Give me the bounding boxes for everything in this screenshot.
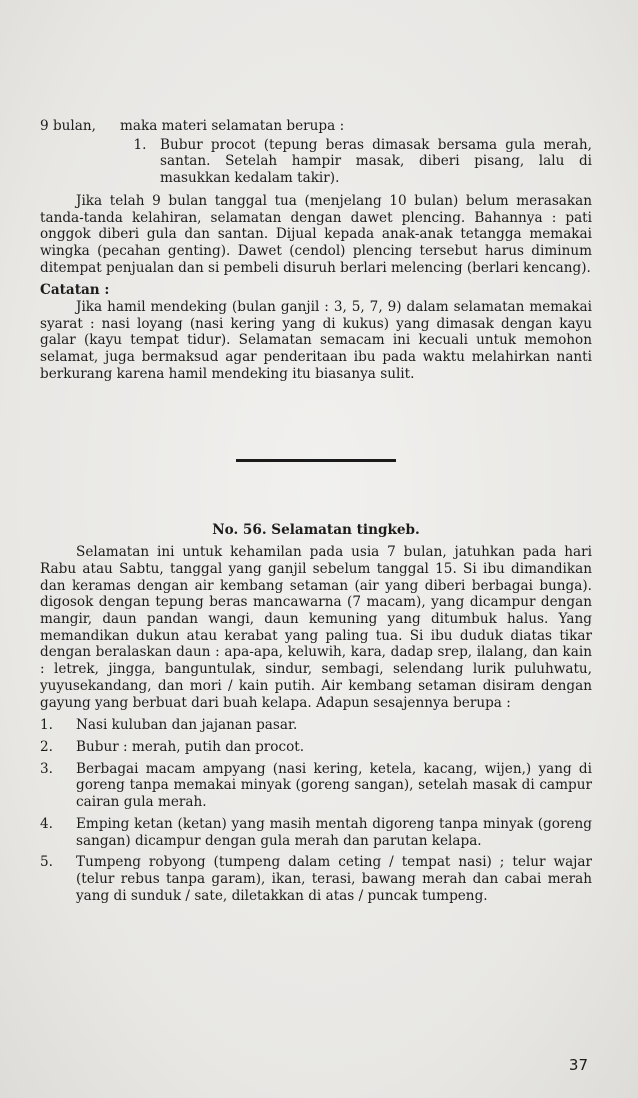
list-item-text: Berbagai macam ampyang (nasi kering, ketela, kacang, wijen,) yang di goreng tanpa memakai minyak (goreng sangan), setelah masak di campur cairan gula merah.	[76, 760, 592, 811]
offering-list	[40, 717, 592, 904]
list-item	[40, 816, 592, 849]
section-text: Selamatan ini untuk kehamilan pada usia 7 bulan, jatuhkan pada hari Rabu atau Sabtu, tanggal yang ganjil sebelum tanggal 15. Si ibu dimandikan dan keramas dengan air kembang setaman (air yang diberi berbagai bunga). digosok dengan tepung beras mancawarna (7 macam), yang dicampur dengan mangir, daun pandan wangi, daun kemuning yang ditumbuk halus. Yang memandikan dukun atau kerabat yang paling tua. Si ibu duduk diatas tikar dengan beralaskan daun : apa-apa, keluwih, kara, dadap srep, ilalang, dan kain : letrek, jingga, banguntulak, sindur, sembagi, selendang lurik puluhwatu, yuyusekandang, dan mori / kain putih. Air kembang setaman disiram dengan gayung yang berbuat dari buah kelapa. Adapun sesajennya berupa :	[40, 544, 592, 711]
list-item-number: 1.	[40, 717, 53, 734]
intro-sub-item	[120, 137, 592, 187]
page-content	[40, 118, 592, 904]
section-title: No. 56. Selamatan tingkeb.	[212, 521, 420, 538]
list-item-number: 4.	[40, 815, 53, 832]
list-item-text: Bubur : merah, putih dan procot.	[76, 738, 305, 755]
list-item	[40, 739, 592, 756]
intro-label: 9 bulan,	[40, 118, 96, 134]
intro-line	[40, 118, 592, 135]
catatan-heading: Catatan :	[40, 282, 110, 299]
list-item	[40, 854, 592, 904]
page-number: 37	[568, 1056, 588, 1074]
list-item-number: 5.	[40, 854, 53, 871]
list-item	[40, 761, 592, 811]
list-item-text: Nasi kuluban dan jajanan pasar.	[76, 717, 298, 734]
list-item-text: Tumpeng robyong (tumpeng dalam ceting / tempat nasi) ; telur wajar (telur rebus tanpa garam), ikan, terasi, bawang merah dan cabai merah yang di sunduk / sate, diletakkan di atas / puncak tumpeng.	[76, 854, 592, 904]
section-divider	[236, 459, 396, 462]
list-item-text: Emping ketan (ketan) yang masih mentah digoreng tanpa minyak (goreng sangan) dicampur dengan gula merah dan parutan kelapa.	[76, 815, 592, 849]
list-item-number: 2.	[40, 738, 53, 755]
list-item-number: 3.	[40, 760, 53, 777]
intro-sub-number: 1.	[133, 136, 147, 153]
intro-text: maka materi selamatan berupa :	[120, 118, 345, 134]
paragraph-dawet-plencing: Jika telah 9 bulan tanggal tua (menjelang 10 bulan) belum merasakan tanda-tanda kelahiran, selamatan dengan dawet plencing. Bahannya : pati onggok diberi gula dan santan. Dijual kepada anak-anak tetangga memakai wingka (pecahan genting). Dawet (cendol) plencing tersebut harus diminum ditempat penjualan dan si pembeli disuruh berlari melencing (berlari kencang).	[40, 192, 592, 276]
intro-sub-text: Bubur procot (tepung beras dimasak bersama gula merah, santan. Setelah hampir masak, diberi pisang, lalu di masukkan kedalam takir).	[160, 136, 592, 187]
catatan-text: Jika hamil mendeking (bulan ganjil : 3, 5, 7, 9) dalam selamatan memakai syarat : nasi loyang (nasi kering yang di kukus) yang dimasak dengan kayu galar (kayu tempat tidur). Selamatan semacam ini kecuali untuk memohon selamat, juga bermaksud agar penderitaan ibu pada waktu melahirkan nanti berkurang karena hamil mendeking itu biasanya sulit.	[40, 299, 592, 382]
list-item	[40, 717, 592, 734]
